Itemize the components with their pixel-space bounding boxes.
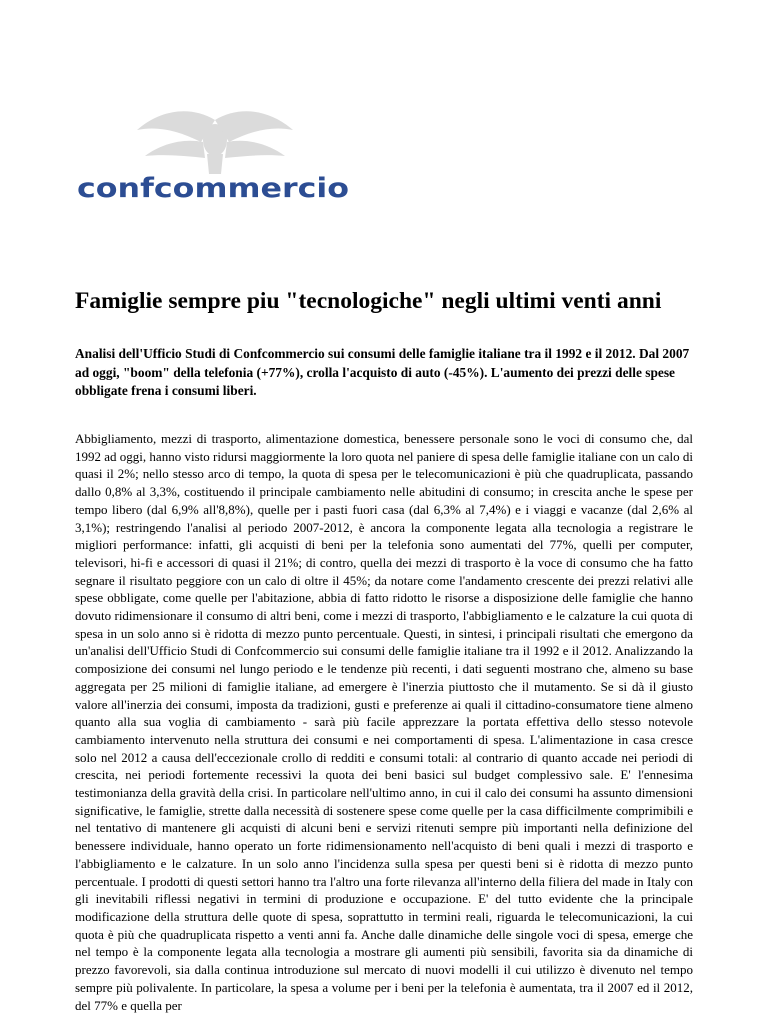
article-title: Famiglie sempre piu "tecnologiche" negli ultimi venti anni (75, 288, 662, 314)
confcommercio-logo (75, 100, 355, 210)
article-body: Abbigliamento, mezzi di trasporto, alimentazione domestica, benessere personale sono le voci di consumo che, dal 1992 ad oggi, hanno visto ridursi maggiormente la loro quota nel paniere di spesa delle famiglie italiane con un calo di quasi il 2%; nello stesso arco di tempo, la quota di spesa per le telecomunicazioni è più che quadruplicata, passando dallo 0,8% al 3,3%, costituendo il principale cambiamento nelle abitudini di consumo; in crescita anche le spese per tempo libero (dal 6,9% all'8,8%), quelle per i pasti fuori casa (dal 6,3% al 7,4%) e i viaggi e vacanze (dal 2,6% al 3,1%); restringendo l'analisi al periodo 2007-2012, è ancora la componente legata alla tecnologia a registrare le migliori performance: infatti, gli acquisti di beni per la telefonia sono aumentati del 77%, quelli per computer, televisori, hi-fi e accessori di quasi il 21%; di contro, quella dei mezzi di trasporto è la voce di consumo che ha fatto segnare il risultato peggiore con un calo di oltre il 45%; da notare come l'andamento crescente dei prezzi relativi alle spese obbligate, come quelle per l'abitazione, abbia di fatto ridotto le risorse a disposizione delle famiglie che hanno dovuto ridimensionare il consumo di altri beni, come i mezzi di trasporto, l'abbigliamento e le calzature la cui quota di spesa in un solo anno si è ridotta di mezzo punto percentuale. Questi, in sintesi, i principali risultati che emergono da un'analisi dell'Ufficio Studi di Confcommercio sui consumi delle famiglie italiane tra il 1992 e il 2012. Analizzando la composizione dei consumi nel lungo periodo e le tendenze più recenti, i dati seguenti mostrano che, almeno su base aggregata per 25 milioni di famiglie italiane, ad emergere è l'inerzia piuttosto che il mutamento. Se si dà il giusto valore all'inerzia dei consumi, imposta da tradizioni, gusti e preferenze ai quali il cittadino-consumatore tiene almeno quanto alla sua voglia di cambiamento - sarà più facile apprezzare la portata effettiva dello stesso notevole cambiamento intervenuto nella struttura dei consumi e nei comportamenti di spesa. L'alimentazione in casa cresce solo nel 2012 a causa dell'eccezionale crollo di redditi e consumi totali: al contrario di quanto accade nei periodi di crescita, nei periodi fortemente recessivi la quota dei beni basici sul budget complessivo sale. E' l'ennesima testimonianza della gravità della crisi. In particolare nell'ultimo anno, in cui il calo dei consumi ha assunto dimensioni significative, le famiglie, strette dalla necessità di sostenere spese come quelle per la casa difficilmente comprimibili e nel tentativo di mantenere gli acquisti di alcuni beni e servizi ritenuti sempre più importanti nella definizione del benessere individuale, hanno operato un forte ridimensionamento nell'acquisto di beni quali i mezzi di trasporto e l'abbigliamento e le calzature. In un solo anno l'incidenza sulla spesa per questi beni si è ridotta di mezzo punto percentuale. I prodotti di questi settori hanno tra l'altro una forte rilevanza all'interno della filiera del made in Italy con gli inevitabili riflessi negativi in termini di produzione e occupazione. E' del tutto evidente che la principale modificazione della struttura delle quote di spesa, soprattutto in termini reali, riguarda le telecomunicazioni, la cui quota è più che quadruplicata rispetto a venti anni fa. Anche dalle dinamiche delle singole voci di spesa, emerge che nel tempo è la componente legata alla tecnologia a mostrare gli aumenti più sensibili, favorita sia da dinamiche di prezzo favorevoli, sia dalla continua introduzione sul mercato di nuovi modelli il cui utilizzo è divenuto nel tempo sempre più polivalente. In particolare, la spesa a volume per i beni per la telefonia è aumentata, tra il 2007 ed il 2012, del 77% e quella per (75, 431, 693, 1013)
eagle-emblem-icon (75, 100, 355, 210)
logo-wordmark: confcommercio (77, 173, 349, 204)
article-lead: Analisi dell'Ufficio Studi di Confcommercio sui consumi delle famiglie italiane tra il 1992 e il 2012. Dal 2007 ad oggi, "boom" della telefonia (+77%), crolla l'acquisto di auto (-45%). L'aumento dei prezzi delle spese obbligate frena i consumi liberi. (75, 346, 690, 398)
